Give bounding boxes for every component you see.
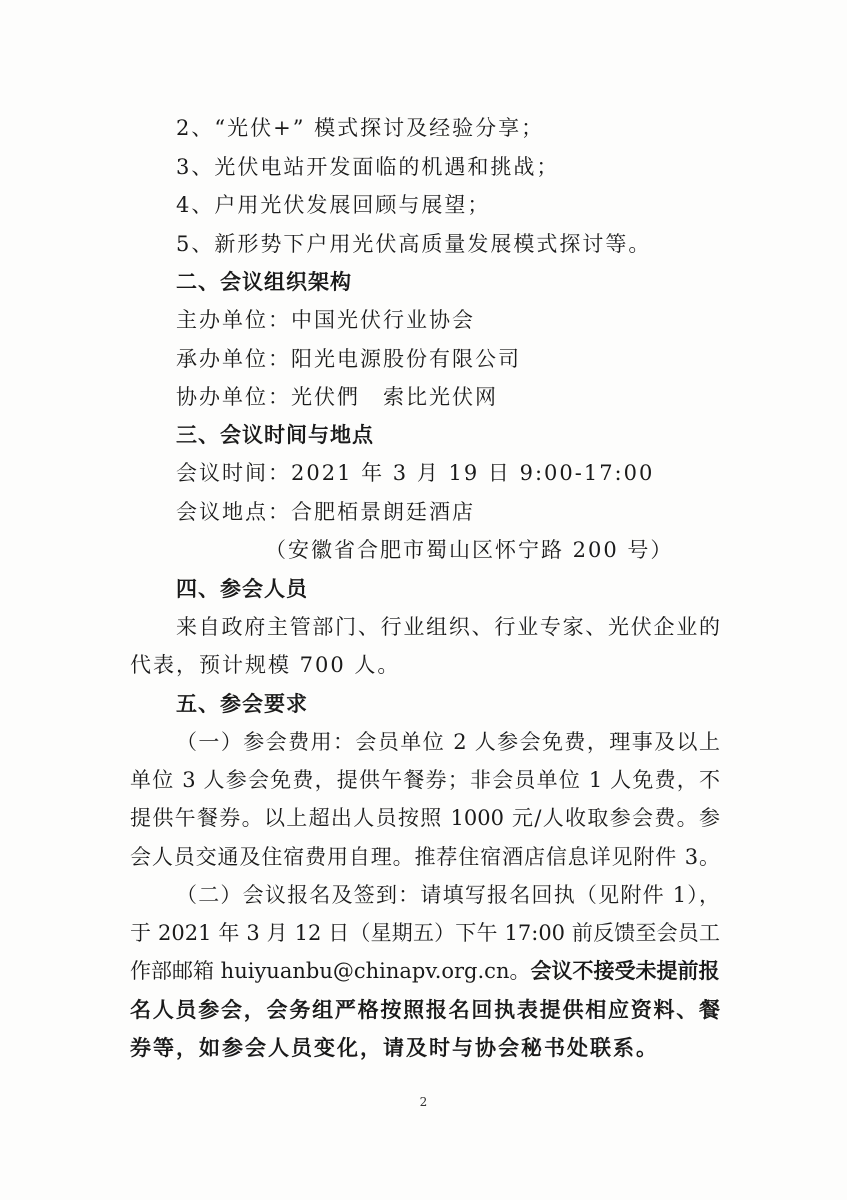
registration-line-1: （二）会议报名及签到：请填写报名回执（见附件 1）， — [176, 883, 720, 907]
registration-notice-start: 会议不接受未提前报 — [530, 958, 720, 983]
registration-line-3 — [130, 957, 720, 985]
section-heading-organization: 二、会议组织架构 — [176, 270, 352, 294]
fee-line-2: 单位 3 人参会免费，提供午餐券；非会员单位 1 人免费，不 — [130, 768, 720, 792]
attendees-line-2: 代表，预计规模 700 人。 — [130, 653, 401, 677]
page-number: 2 — [419, 1095, 428, 1109]
host-unit: 主办单位：中国光伏行业协会 — [176, 308, 475, 332]
meeting-time: 会议时间：2021 年 3 月 19 日 9:00-17:00 — [176, 461, 655, 485]
fee-line-4: 会人员交通及住宿费用自理。推荐住宿酒店信息详见附件 3。 — [130, 845, 720, 869]
registration-notice-line-2: 名人员参会，会务组严格按照报名回执表提供相应资料、餐 — [130, 997, 720, 1022]
venue-address: （安徽省合肥市蜀山区怀宁路 200 号） — [265, 538, 674, 562]
registration-notice-line-3: 券等，如参会人员变化，请及时与协会秘书处联系。 — [130, 1035, 659, 1060]
registration-line-2: 于 2021 年 3 月 12 日（星期五）下午 17:00 前反馈至会员工 — [130, 921, 720, 945]
registration-email-text: 作部邮箱 huiyuanbu@chinapv.org.cn。 — [130, 959, 531, 983]
organizer-unit: 承办单位：阳光电源股份有限公司 — [176, 347, 521, 371]
section-heading-requirements: 五、参会要求 — [176, 692, 308, 716]
agenda-item-5: 5、新形势下户用光伏高质量发展模式探讨等。 — [176, 232, 652, 256]
section-heading-attendees: 四、参会人员 — [176, 577, 308, 601]
attendees-line-1: 来自政府主管部门、行业组织、行业专家、光伏企业的 — [176, 615, 720, 639]
fee-line-3: 提供午餐券。以上超出人员按照 1000 元/人收取参会费。参 — [130, 806, 720, 830]
agenda-item-2: 2、“光伏+” 模式探讨及经验分享； — [176, 116, 545, 140]
section-heading-time-venue: 三、会议时间与地点 — [176, 423, 374, 447]
co-organizer-unit: 协办单位：光伏們 索比光伏网 — [176, 385, 498, 409]
meeting-venue: 会议地点：合肥栢景朗廷酒店 — [176, 500, 475, 524]
agenda-item-3: 3、光伏电站开发面临的机遇和挑战； — [176, 155, 560, 179]
fee-line-1: （一）参会费用：会员单位 2 人参会免费，理事及以上 — [176, 730, 720, 754]
agenda-item-4: 4、户用光伏发展回顾与展望； — [176, 193, 491, 217]
